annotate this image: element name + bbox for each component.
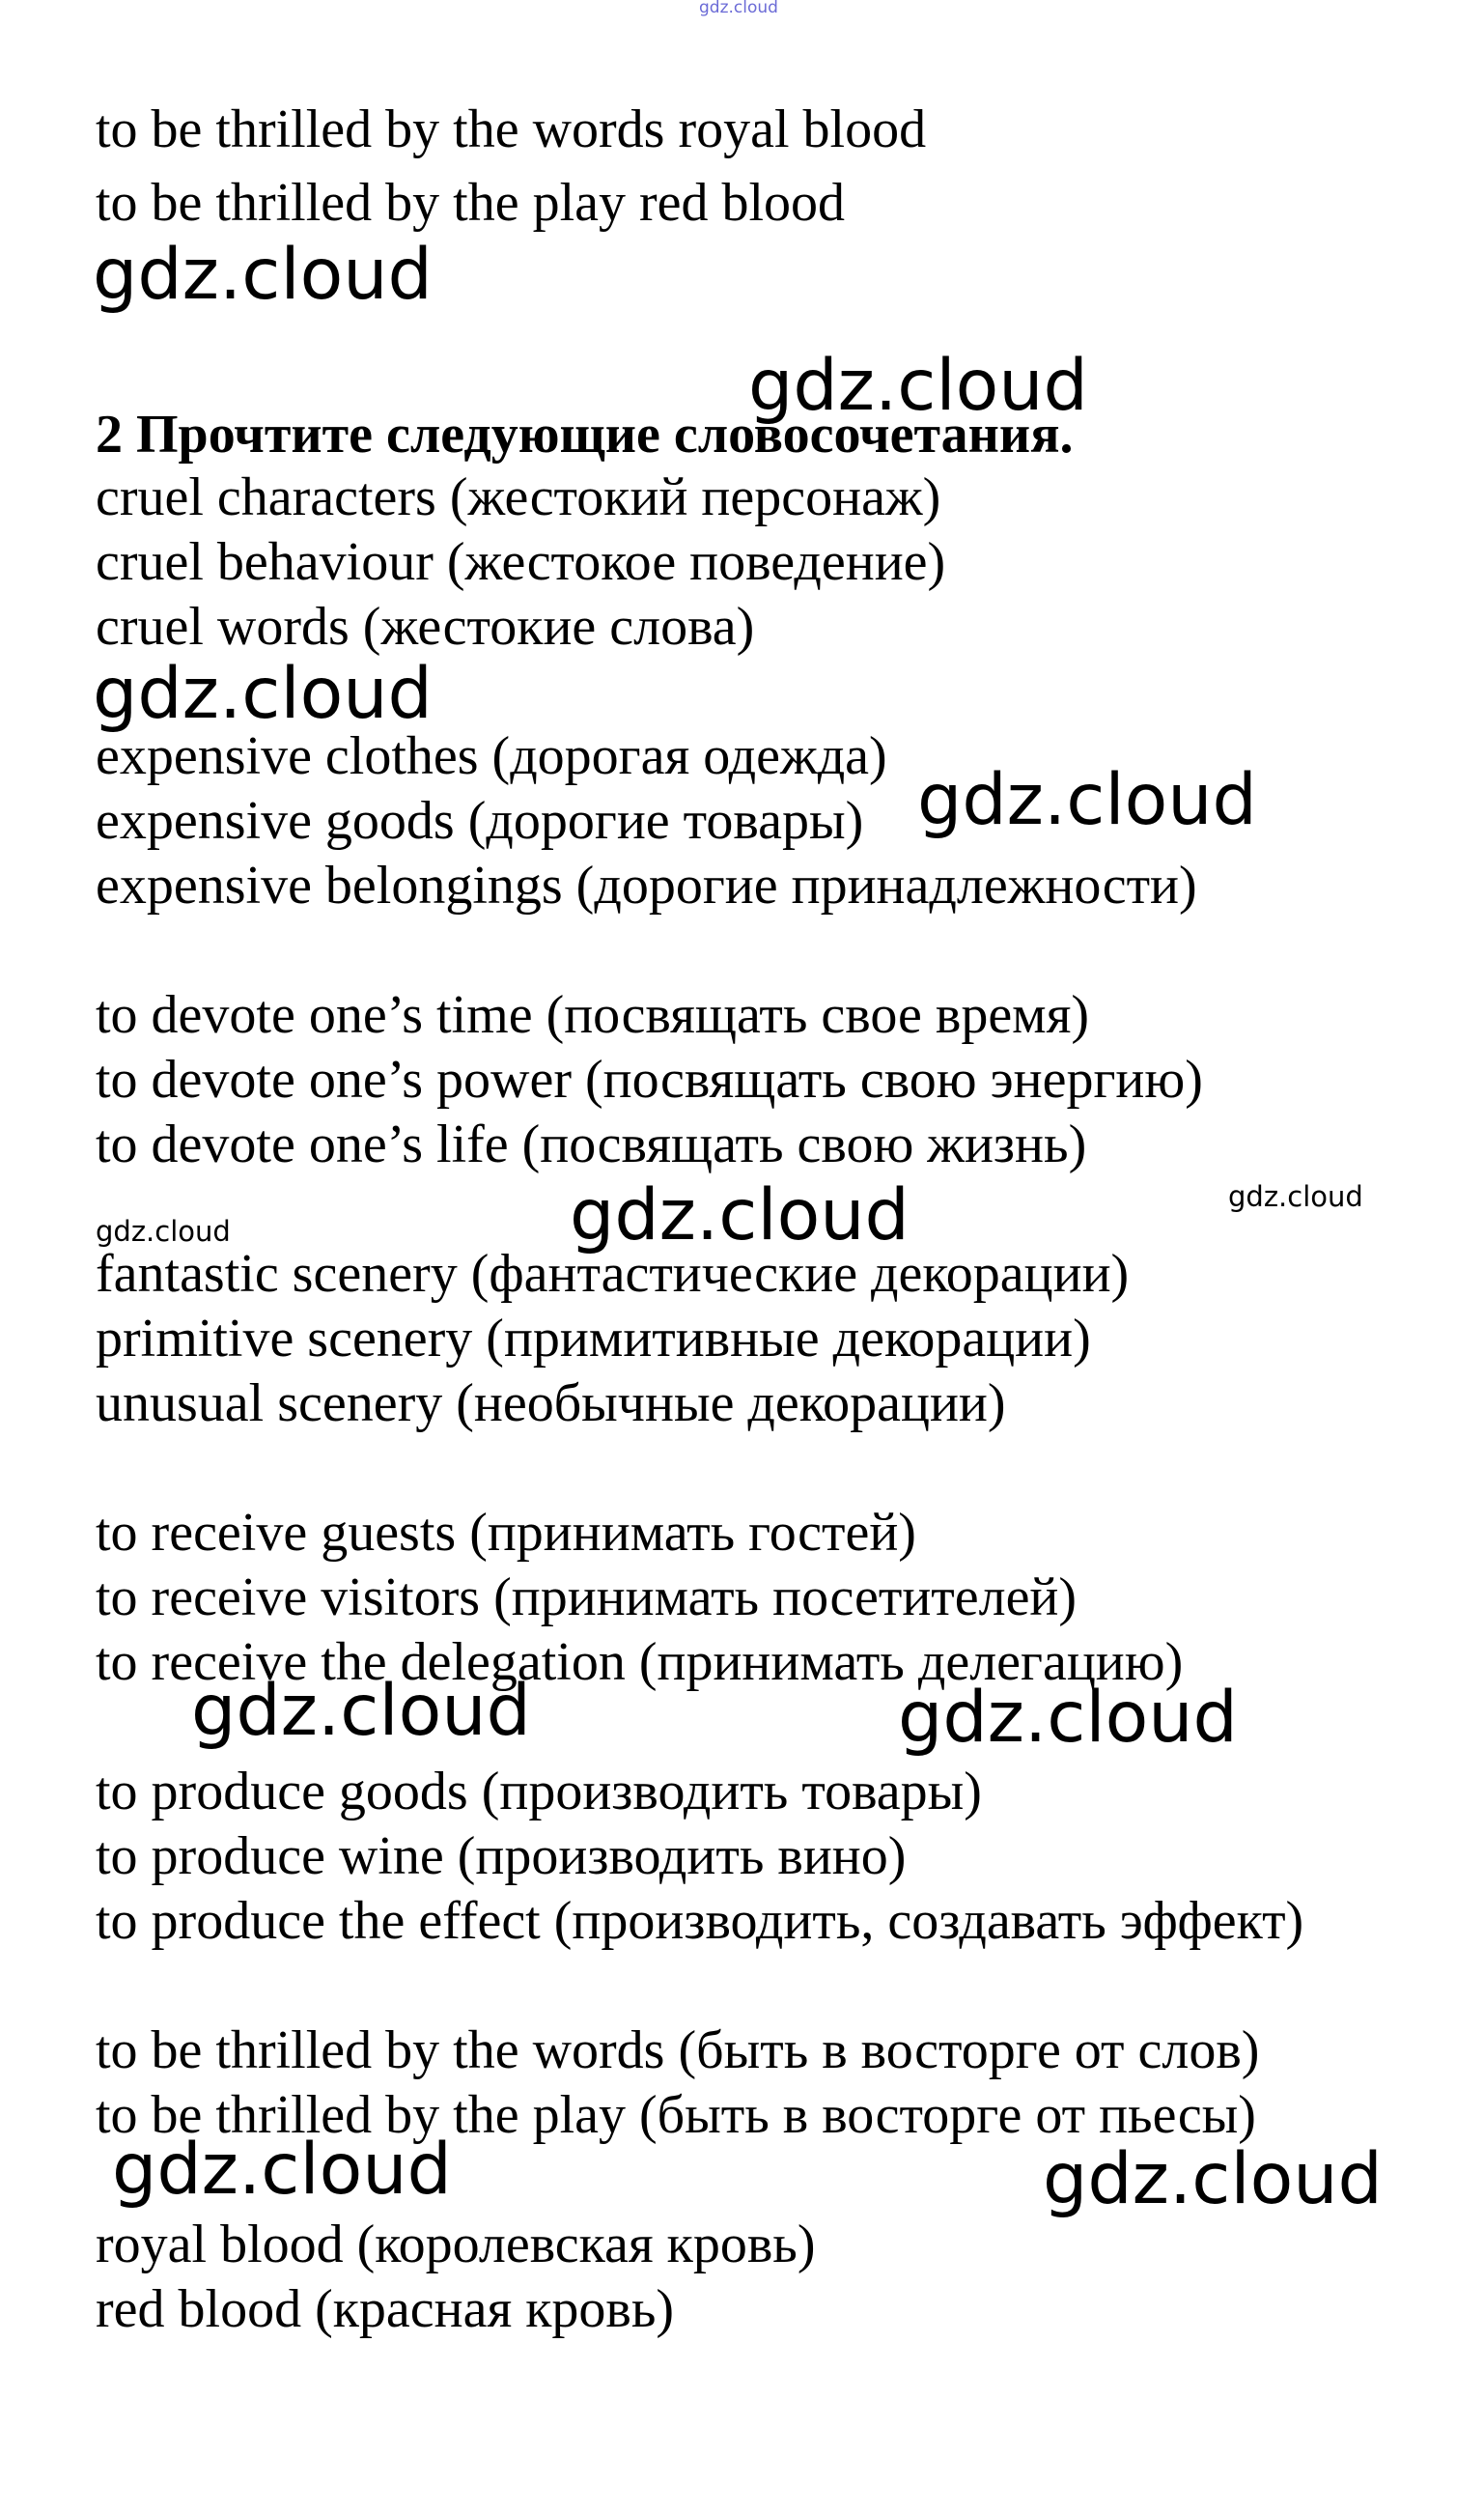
text-line: cruel characters (жестокий персонаж) bbox=[96, 467, 941, 527]
text-line: to produce wine (производить вино) bbox=[96, 1826, 907, 1886]
text-line: to be thrilled by the words royal blood bbox=[96, 99, 927, 159]
text-line: unusual scenery (необычные декорации) bbox=[96, 1373, 1006, 1433]
watermark: gdz.cloud bbox=[898, 1677, 1238, 1759]
text-line: to produce goods (производить товары) bbox=[96, 1762, 982, 1821]
watermark: gdz.cloud bbox=[93, 653, 433, 735]
text-line: red blood (красная кровь) bbox=[96, 2279, 675, 2339]
watermark: gdz.cloud bbox=[748, 345, 1088, 427]
text-line: to devote one’s life (посвящать свою жизнь) bbox=[96, 1115, 1087, 1174]
text-line: to receive the delegation (принимать делегацию) bbox=[96, 1632, 1184, 1692]
watermark: gdz.cloud bbox=[1043, 2138, 1383, 2220]
text-line: fantastic scenery (фантастические декорации) bbox=[96, 1244, 1130, 1304]
watermark: gdz.cloud bbox=[96, 1215, 231, 1248]
text-line: to receive guests (принимать гостей) bbox=[96, 1503, 916, 1563]
text-line: expensive belongings (дорогие принадлежности) bbox=[96, 856, 1197, 916]
watermark-top: gdz.cloud bbox=[699, 0, 778, 17]
watermark: gdz.cloud bbox=[93, 234, 433, 316]
text-line: to be thrilled by the play (быть в восторге от пьесы) bbox=[96, 2085, 1256, 2145]
text-line: cruel words (жестокие слова) bbox=[96, 597, 755, 657]
text-line: expensive clothes (дорогая одежда) bbox=[96, 726, 887, 786]
section-heading: 2 Прочтите следующие словосочетания. bbox=[96, 405, 1074, 465]
text-line: to be thrilled by the play red blood bbox=[96, 173, 846, 233]
watermark: gdz.cloud bbox=[191, 1670, 531, 1752]
text-line: to produce the effect (производить, создавать эффект) bbox=[96, 1891, 1304, 1951]
text-line: to be thrilled by the words (быть в восторге от слов) bbox=[96, 2020, 1260, 2080]
text-line: to devote one’s power (посвящать свою энергию) bbox=[96, 1050, 1203, 1110]
watermark: gdz.cloud bbox=[917, 759, 1257, 841]
watermark: gdz.cloud bbox=[1228, 1180, 1363, 1213]
text-line: cruel behaviour (жестокое поведение) bbox=[96, 532, 946, 592]
text-line: expensive goods (дорогие товары) bbox=[96, 791, 864, 851]
text-line: primitive scenery (примитивные декорации) bbox=[96, 1309, 1091, 1369]
text-line: to receive visitors (принимать посетителей) bbox=[96, 1567, 1078, 1627]
text-line: royal blood (королевская кровь) bbox=[96, 2215, 816, 2274]
watermark: gdz.cloud bbox=[570, 1174, 910, 1256]
text-line: to devote one’s time (посвящать свое время) bbox=[96, 985, 1090, 1045]
watermark: gdz.cloud bbox=[112, 2129, 452, 2211]
